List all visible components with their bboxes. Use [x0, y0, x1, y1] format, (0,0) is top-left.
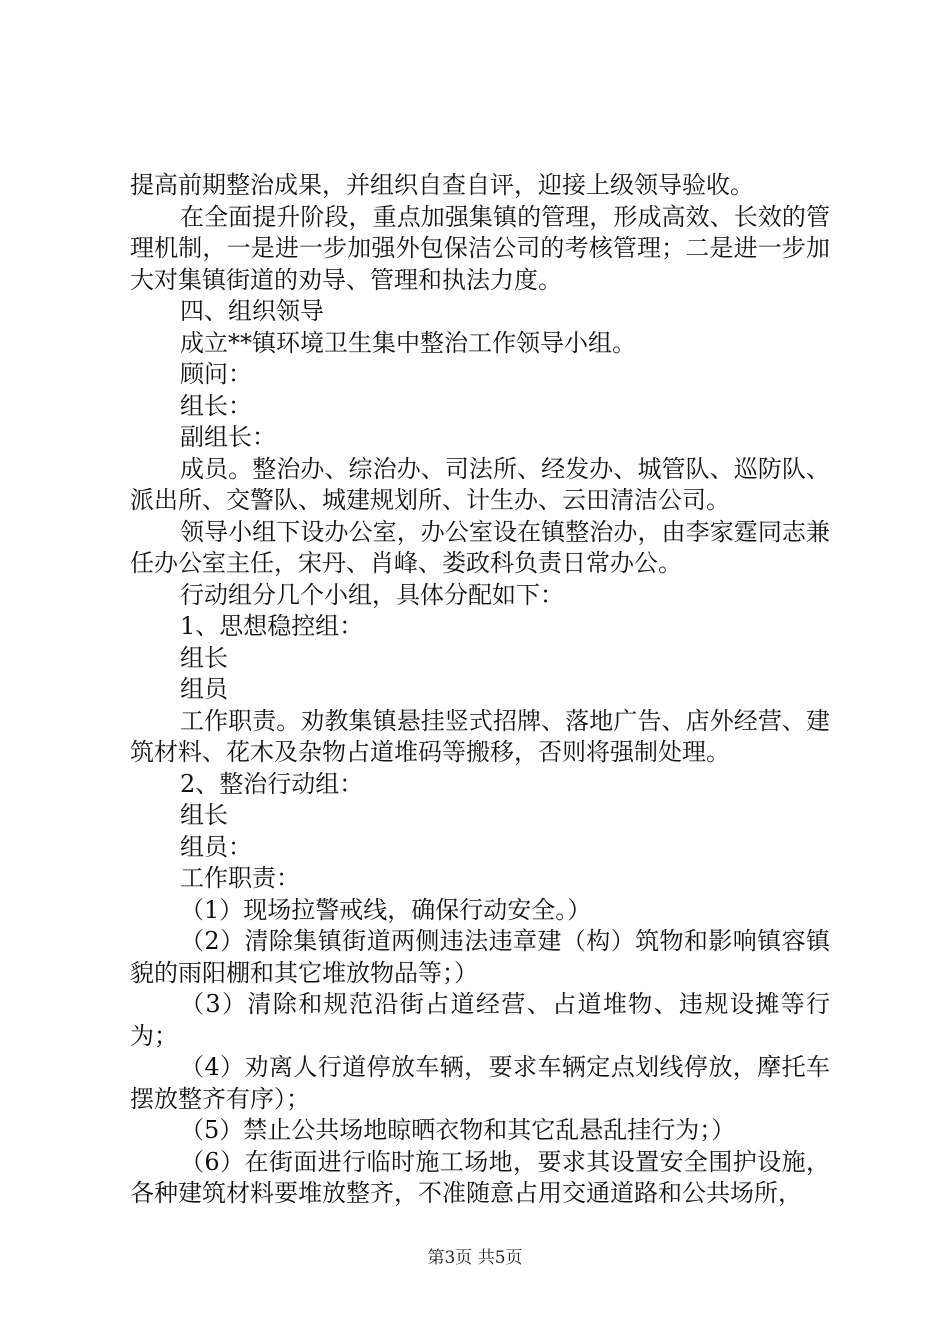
duty-item-5: （5）禁止公共场地晾晒衣物和其它乱悬乱挂行为；）: [180, 1116, 736, 1144]
paragraph-duties-stability: 工作职责。劝教集镇悬挂竖式招牌、落地广告、店外经营、建筑材料、花木及杂物占道堆码等搬移，否则将强制处理。: [130, 706, 830, 766]
line-group-leader: 组长: [180, 643, 228, 672]
subheading-stability-group: 1、思想稳控组：: [180, 612, 364, 640]
duty-item-4: （4）劝离人行道停放车辆，要求车辆定点划线停放，摩托车摆放整齐有序）；: [130, 1053, 830, 1113]
duty-item-1: （1）现场拉警戒线，确保行动安全。）: [180, 895, 592, 924]
line-deputy-leader: 副组长：: [180, 423, 276, 451]
line-action-members: 组员：: [180, 832, 252, 861]
paragraph-action-groups: 行动组分几个小组，具体分配如下：: [180, 580, 564, 609]
line-leader: 组长：: [180, 391, 252, 420]
paragraph-office: 领导小组下设办公室，办公室设在镇整治办，由李家霆同志兼任办公室主任，宋丹、肖峰、娄政科负责日常办公。: [130, 517, 830, 577]
duty-item-6: （6）在街面进行临时施工场地，要求其设置安全围护设施，各种建筑材料要堆放整齐，不准随意占用交通道路和公共场所，: [130, 1147, 830, 1207]
paragraph-improvement-phase: 在全面提升阶段，重点加强集镇的管理，形成高效、长效的管理机制，一是进一步加强外包保洁公司的考核管理；二是进一步加大对集镇街道的劝导、管理和执法力度。: [130, 202, 830, 294]
page-number-label: 第3页 共5页: [427, 1248, 523, 1268]
page-footer: [0, 1243, 950, 1268]
paragraph-continuation: 提高前期整治成果，并组织自查自评，迎接上级领导验收。: [130, 171, 754, 199]
line-duties-heading: 工作职责：: [180, 864, 300, 892]
section-heading-organization: 四、组织领导: [180, 297, 324, 325]
line-group-members: 组员: [180, 675, 228, 703]
duty-item-2: （2）清除集镇街道两侧违法违章建（构）筑物和影响镇容镇貌的雨阳棚和其它堆放物品等；）: [130, 927, 830, 987]
line-action-leader: 组长: [180, 801, 228, 829]
line-advisor: 顾问：: [180, 360, 252, 388]
duty-item-3: （3）清除和规范沿街占道经营、占道堆物、违规设摊等行为；: [130, 990, 830, 1050]
document-body: [130, 170, 830, 1210]
paragraph-members: 成员。整治办、综治办、司法所、经发办、城管队、巡防队、派出所、交警队、城建规划所、计生办、云田清洁公司。: [130, 454, 830, 514]
paragraph-establish-group: 成立**镇环境卫生集中整治工作领导小组。: [180, 328, 636, 357]
subheading-action-group: 2、整治行动组：: [180, 769, 364, 798]
